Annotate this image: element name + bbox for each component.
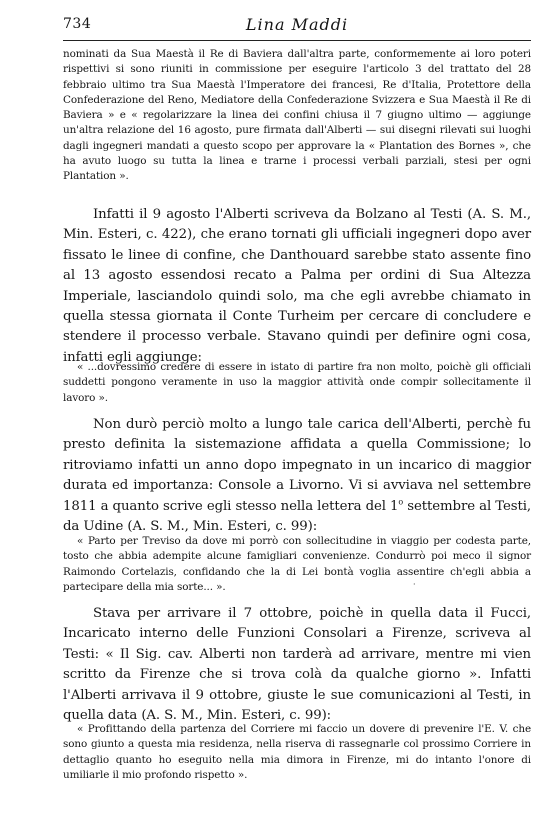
paragraph-body [63, 415, 531, 537]
ordinal-superscript: o [398, 497, 404, 507]
block-quote: « ...dovressimo credere di essere in istato di partire fra non molto, poichè gli officiali suddetti pongono veramente in uso la maggior attività onde compir sollecitamente il lavoro ». [63, 361, 531, 404]
print-speck: · [413, 580, 416, 589]
page-number: 734 [63, 16, 92, 32]
paragraph-text: Non durò perciò molto a lungo tale carica dell'Alberti, perchè fu presto definita la sistemazione affidata a quella Commissione; lo ritroviamo infatti un anno dopo impegnato in un incarico di maggior durata ed importanza: Console a Livorno. Vi si avviava nel settembre 1811 a quanto scrive egli stesso nella lettera del 1 [63, 417, 531, 514]
running-title: Lina Maddi [245, 15, 349, 34]
paragraph-text: settembre al Testi, da Udine (A. S. M., Min. Esteri, c. 99): [63, 498, 531, 535]
paragraph-body: Stava per arrivare il 7 ottobre, poichè in quella data il Fucci, Incaricato interno delle Funzioni Consolari a Firenze, scriveva al Testi: « Il Sig. cav. Alberti non tarderà ad arrivare, mentre mi vien scritto da Firenze che si trova colà da qualche giorno ». Infatti l'Alberti arrivava il 9 ottobre, giuste le sue comunicazioni al Testi, in quella data (A. S. M., Min. Esteri, c. 99): [63, 606, 531, 724]
paragraph-continuation: nominati da Sua Maestà il Re di Baviera dall'altra parte, conformemente ai loro poteri rispettivi si sono riuniti in commissione per eseguire l'articolo 3 del trattato del 28 febbraio ultimo tra Sua Maestà l'Imperatore dei francesi, Re d'Italia, Protettore della Confederazione del Reno, Mediatore della Confederazione Svizzera e Sua Maestà il Re di Baviera » e « regolarizzare la linea dei confini chiusa il 7 giugno ultimo — aggiunge un'altra relazione del 16 agosto, pure firmata dall'Alberti — sui disegni rilevati sui luoghi dagli ingegneri mandati a questo scopo per approvare la « Plantation des Bornes », che ha avuto luogo su tutta la linea e trarne i processi verbali parziali, stesi per ogni Plantation ». [63, 48, 531, 183]
block-quote: « Parto per Treviso da dove mi porrò con sollecitudine in viaggio per codesta parte, tosto che abbia adempite alcune famigliari convenienze. Condurrò poi meco il signor Raimondo Cortelazis, confidando che la di Lei bontà voglia assentire ch'egli abbia a partecipare della mia sorte... ». [63, 535, 531, 593]
paragraph-body: Infatti il 9 agosto l'Alberti scriveva da Bolzano al Testi (A. S. M., Min. Esteri, c. 422), che erano tornati gli ufficiali ingegneri dopo aver fissato le linee di confine, che Danthouard sarebbe stato assente fino al 13 agosto essendosi recato a Palma per ordini di Sua Altezza Imperiale, lasciandolo quindi solo, ma che egli avrebbe chiamato in quella stessa giornata il Conte Turheim per cercare di concludere e stendere il processo verbale. Stavano quindi per definire ogni cosa, infatti egli aggiunge: [63, 207, 531, 365]
page-header [63, 10, 531, 41]
block-quote: « Profittando della partenza del Corriere mi faccio un dovere di prevenire l'E. V. che sono giunto a questa mia residenza, nella riserva di rassegnarle col prossimo Corriere in dettaglio quanto ho eseguito nella mia dimora in Firenze, mi do intanto l'onore di umiliarle il mio profondo rispetto ». [63, 723, 531, 781]
